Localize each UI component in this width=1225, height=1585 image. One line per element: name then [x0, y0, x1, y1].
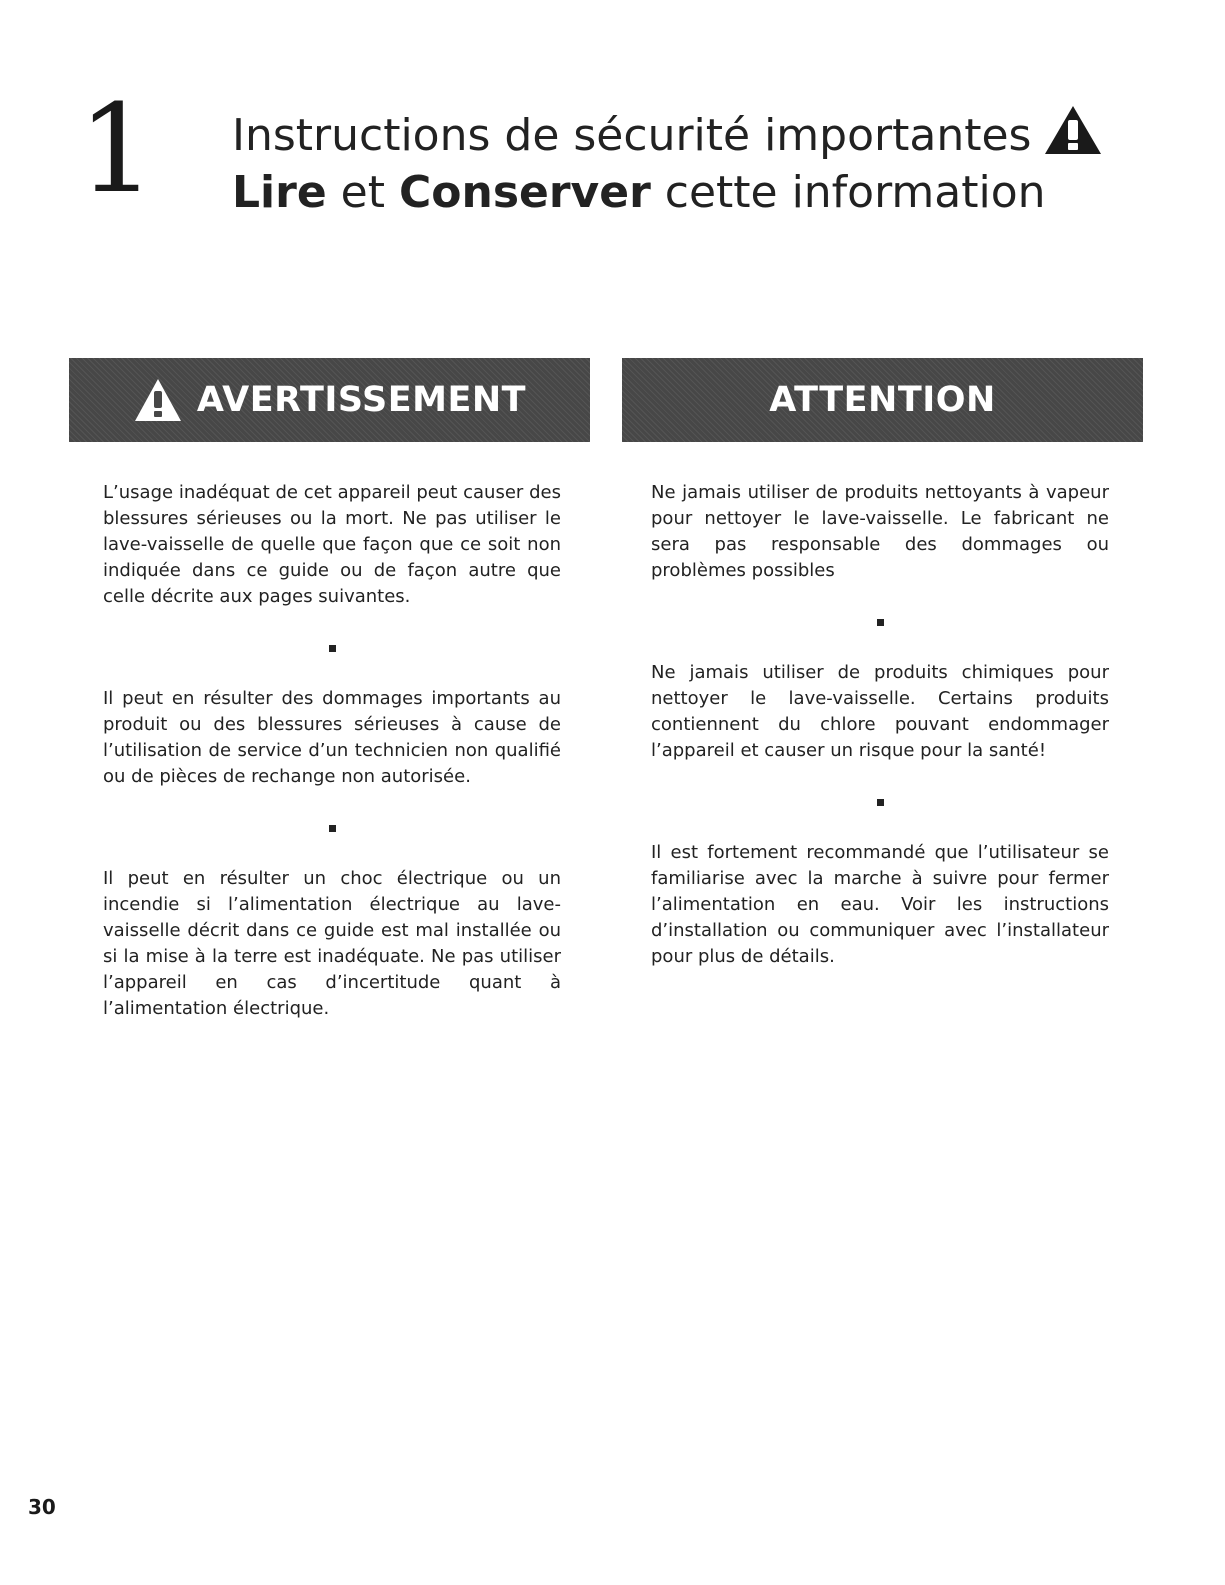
- caution-paragraph-3: Il est fortement recommandé que l’utilisateur se familiarise avec la marche à suivre pour fermer l’alimentation en eau. Voir les instructions d’installation ou communiquer avec l’installateur pour plus de détails.: [651, 842, 1109, 967]
- title-end: cette information: [650, 167, 1046, 218]
- chapter-title: [232, 108, 1103, 222]
- warning-column: [103, 480, 561, 1022]
- warning-triangle-icon: [133, 377, 183, 423]
- caution-paragraph-2: Ne jamais utiliser de produits chimiques pour nettoyer le lave-vaisselle. Certains produits contiennent du chlore pouvant endommager l’appareil et causer un risque pour la santé!: [651, 662, 1109, 761]
- warning-paragraph-2: Il peut en résulter des dommages importants au produit ou des blessures sérieuses à cause de l’utilisation de service d’un technicien non qualifié ou de pièces de rechange non autorisée.: [103, 688, 561, 787]
- warning-paragraph-1: L’usage inadéquat de cet appareil peut causer des blessures sérieuses ou la mort. Ne pas utiliser le lave-vaisselle de quelle que façon que ce soit non indiquée dans ce guide ou de façon autre que celle décrite aux pages suivantes.: [103, 482, 561, 607]
- bullet-square-icon: [329, 825, 336, 832]
- caution-paragraph-1: Ne jamais utiliser de produits nettoyants à vapeur pour nettoyer le lave-vaisselle. Le fabricant ne sera pas responsable des dommages ou problèmes possibles: [651, 482, 1109, 581]
- separator: [103, 790, 561, 866]
- chapter-number: 1: [78, 78, 156, 220]
- title-lire: Lire: [232, 167, 327, 218]
- warning-paragraph-3: Il peut en résulter un choc électrique ou un incendie si l’alimentation électrique au lave-vaisselle décrit dans ce guide est mal installée ou si la mise à la terre est inadéquate. Ne pas utiliser l’appareil en cas d’incertitude quant à l’alimentation électrique.: [103, 868, 561, 1019]
- separator: [651, 764, 1109, 840]
- separator: [103, 610, 561, 686]
- bullet-square-icon: [877, 619, 884, 626]
- caution-banner-label: ATTENTION: [769, 380, 996, 420]
- title-line-1: [232, 108, 1103, 164]
- warning-triangle-icon: [1043, 104, 1103, 156]
- bullet-square-icon: [329, 645, 336, 652]
- warning-banner: [69, 358, 590, 442]
- page-number: 30: [28, 1495, 56, 1519]
- title-text: Instructions de sécurité importantes: [232, 110, 1032, 161]
- title-line-2: [232, 164, 1103, 222]
- bullet-square-icon: [877, 799, 884, 806]
- caution-banner: [622, 358, 1143, 442]
- title-conserver: Conserver: [398, 167, 651, 218]
- warning-banner-label: AVERTISSEMENT: [196, 380, 527, 420]
- separator: [651, 584, 1109, 660]
- title-et: et: [326, 167, 399, 218]
- caution-column: [651, 480, 1109, 970]
